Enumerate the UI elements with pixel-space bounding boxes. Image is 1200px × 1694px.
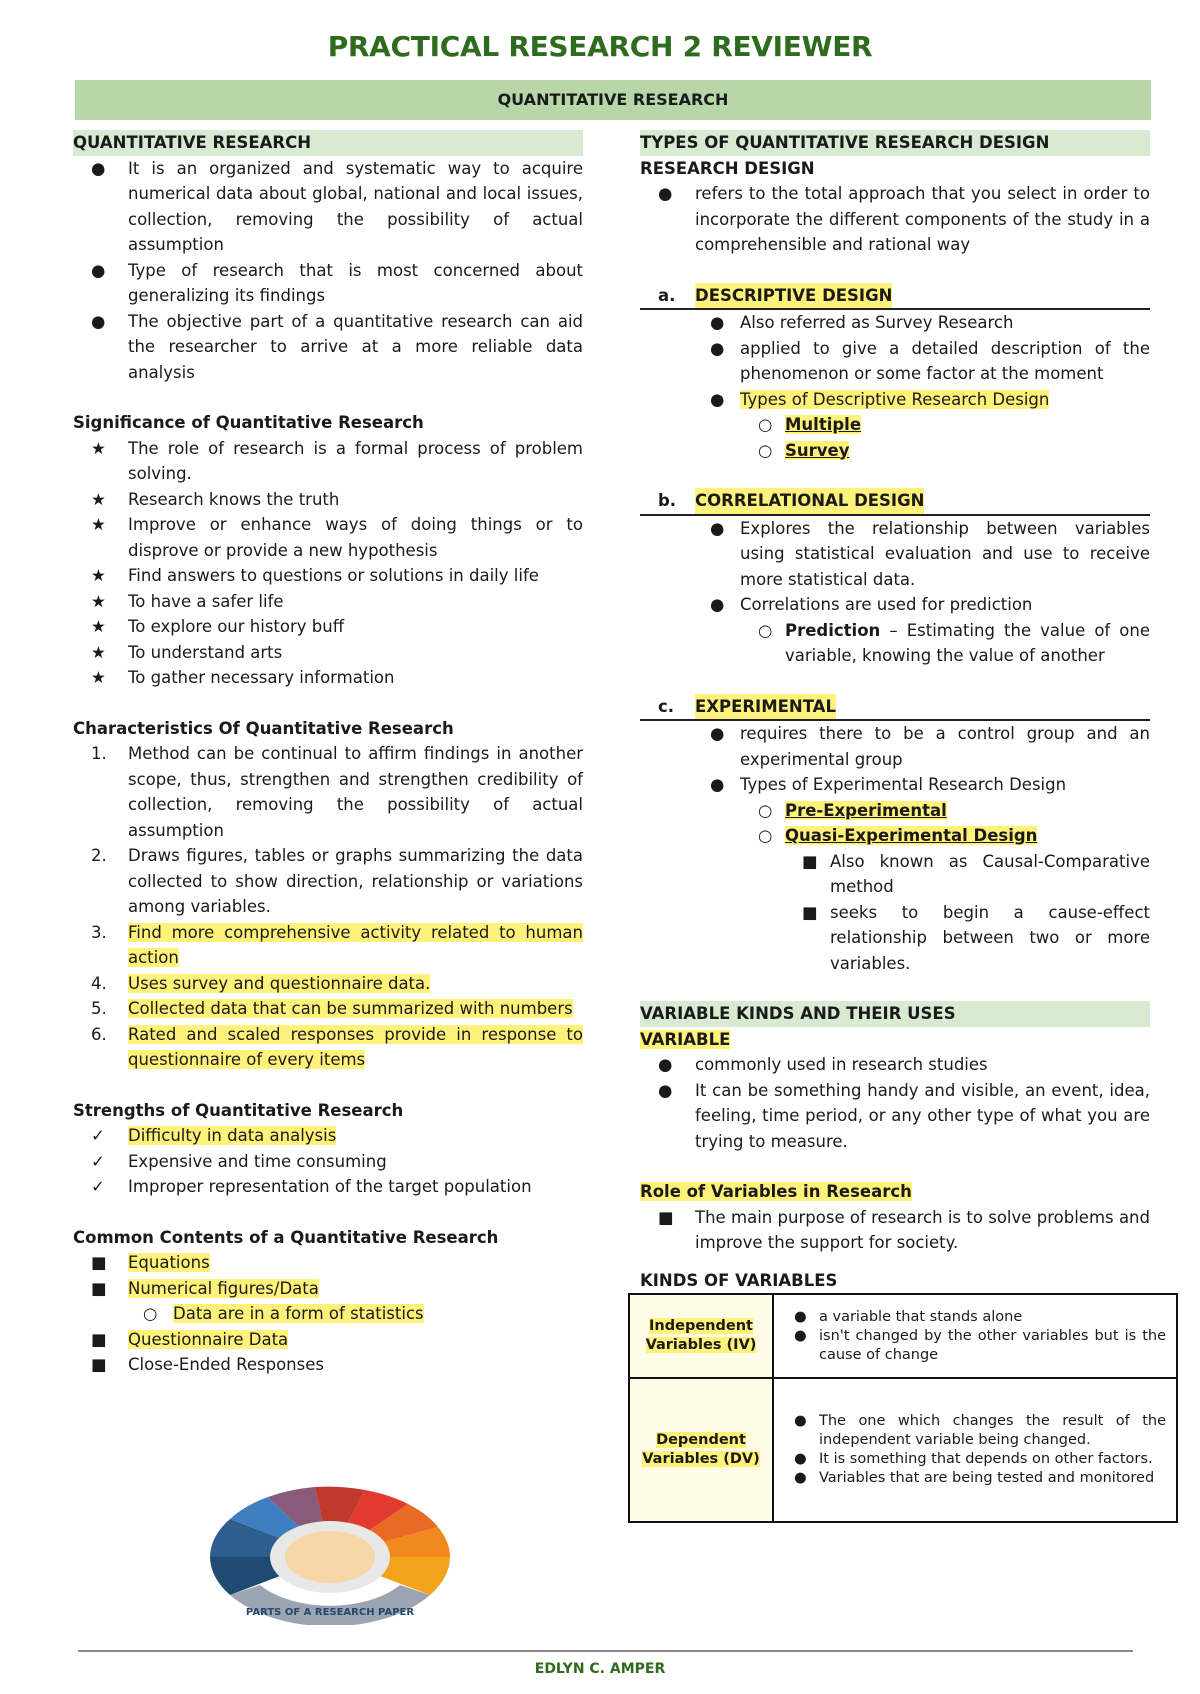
list-item: 2. Draws figures, tables or graphs summarizing the data collected to show direction, relationship or variations among variables.: [91, 846, 583, 916]
list-item: ● isn't changed by the other variables but is the cause of change: [794, 1327, 1166, 1363]
list-item: ★ Research knows the truth: [73, 487, 583, 513]
variable-kinds-heading: VARIABLE KINDS AND THEIR USES: [640, 1001, 1150, 1027]
list-item: ● requires there to be a control group and an experimental group: [710, 724, 1150, 769]
list-item: ○ Multiple: [758, 415, 862, 434]
list-item: ● Types of Experimental Research Design: [710, 775, 1067, 794]
list-item: ✓ Difficulty in data analysis: [73, 1123, 583, 1149]
types-heading: TYPES OF QUANTITATIVE RESEARCH DESIGN: [640, 130, 1150, 156]
iv-label: Independent Variables (IV): [629, 1294, 773, 1378]
contents-list: [73, 1250, 583, 1378]
star-icon: ★: [91, 566, 106, 585]
kinds-heading: KINDS OF VARIABLES: [640, 1270, 838, 1290]
experimental-heading: c. EXPERIMENTAL: [640, 694, 1150, 722]
iv-description: [773, 1294, 1177, 1378]
list-item: ● commonly used in research studies: [658, 1055, 988, 1074]
list-item: ● It is something that depends on other factors.: [794, 1451, 1153, 1467]
check-icon: ✓: [91, 1177, 105, 1196]
check-icon: ✓: [91, 1126, 105, 1145]
list-item: 3. Find more comprehensive activity related to human action: [91, 922, 583, 967]
list-item: ★ To understand arts: [73, 640, 583, 666]
check-icon: ✓: [91, 1151, 105, 1171]
role-list: [640, 1205, 1150, 1256]
descriptive-list: [640, 310, 1150, 463]
list-item: ● Variables that are being tested and monitored: [794, 1470, 1155, 1486]
strengths-heading: Strengths of Quantitative Research: [73, 1100, 404, 1120]
list-item: 5. Collected data that can be summarized with numbers: [91, 999, 573, 1018]
qr-heading: QUANTITATIVE RESEARCH: [73, 130, 583, 156]
list-item: ■ Close-Ended Responses: [91, 1355, 324, 1374]
list-item: ✓ Improper representation of the target population: [73, 1174, 583, 1200]
dv-description: [773, 1378, 1177, 1522]
star-icon: ★: [91, 642, 106, 662]
star-icon: ★: [91, 668, 106, 687]
research-design-heading: RESEARCH DESIGN: [640, 158, 815, 178]
characteristics-heading: Characteristics Of Quantitative Research: [73, 718, 454, 738]
list-item: ○ Survey: [758, 440, 850, 460]
star-icon: ★: [91, 489, 106, 509]
list-item: ○ Pre-Experimental: [758, 800, 947, 820]
research-design-list: [640, 181, 1150, 258]
list-item: ✓ Expensive and time consuming: [73, 1149, 583, 1175]
list-item: ● Types of Descriptive Research Design: [710, 389, 1050, 409]
list-item: ● refers to the total approach that you select in order to incorporate the different components of the study in a comprehensible and rational way: [658, 184, 1150, 254]
wheel-caption: PARTS OF A RESEARCH PAPER: [245, 1607, 415, 1618]
list-item: ● Explores the relationship between variables using statistical evaluation and use to receive more statistical data.: [710, 518, 1150, 589]
strengths-list: [73, 1123, 583, 1200]
list-item: ■ Also known as Causal-Comparative method: [802, 851, 1150, 896]
left-column: [73, 130, 583, 1378]
list-item: ■ Questionnaire Data: [91, 1329, 289, 1349]
star-icon: ★: [91, 591, 106, 611]
qr-list: [73, 156, 583, 386]
list-item: ● It can be something handy and visible, an event, idea, feeling, time period, or any other type of what you are trying to measure.: [658, 1080, 1150, 1151]
author-footer: EDLYN C. AMPER: [534, 1661, 666, 1677]
dv-label: Dependent Variables (DV): [629, 1378, 773, 1522]
list-item: ★ To explore our history buff: [73, 614, 583, 640]
experimental-list: [640, 721, 1150, 976]
list-item: 6. Rated and scaled responses provide in response to questionnaire of every items: [91, 1024, 583, 1069]
variable-list: [640, 1052, 1150, 1154]
list-item: ● applied to give a detailed description of the phenomenon or some factor at the moment: [710, 338, 1150, 383]
list-item: ■ seeks to begin a cause-effect relationship between two or more variables.: [802, 902, 1150, 973]
list-item: ● The one which changes the result of the independent variable being changed.: [794, 1413, 1166, 1448]
characteristics-list: [73, 741, 583, 1073]
role-heading: Role of Variables in Research: [640, 1182, 912, 1201]
list-item: ★ Find answers to questions or solutions in daily life: [73, 563, 583, 589]
list-item: ● The objective part of a quantitative research can aid the researcher to arrive at a more reliable data analysis: [91, 311, 583, 382]
list-item: 4. Uses survey and questionnaire data.: [91, 973, 431, 993]
significance-heading: Significance of Quantitative Research: [73, 413, 424, 432]
list-item: ● a variable that stands alone: [794, 1308, 1023, 1325]
list-item: ● It is an organized and systematic way to acquire numerical data about global, national and local issues, collection, removing the possibility of actual assumption: [91, 158, 583, 254]
correlational-design-heading: b. CORRELATIONAL DESIGN: [640, 488, 1150, 516]
list-item: ★ To gather necessary information: [73, 665, 583, 691]
descriptive-design-heading: a. DESCRIPTIVE DESIGN: [640, 283, 1150, 311]
list-item: ■ The main purpose of research is to solve problems and improve the support for society.: [658, 1207, 1150, 1252]
contents-heading: Common Contents of a Quantitative Research: [73, 1227, 499, 1247]
research-paper-parts-wheel: [200, 1475, 460, 1625]
star-icon: ★: [91, 617, 106, 636]
list-item: 1. Method can be continual to affirm findings in another scope, thus, strengthen and strengthen credibility of collection, removing the possibility of actual assumption: [91, 744, 583, 840]
page-title: PRACTICAL RESEARCH 2 REVIEWER: [327, 30, 873, 63]
correlational-list: [640, 516, 1150, 669]
footer-divider: [78, 1650, 1133, 1652]
list-item: ○ Data are in a form of statistics: [143, 1304, 424, 1323]
list-item: ■ Numerical figures/Data: [91, 1278, 319, 1298]
list-item: ● Correlations are used for prediction: [710, 595, 1033, 614]
list-item: ○ Prediction – Estimating the value of one variable, knowing the value of another: [758, 620, 1150, 665]
star-icon: ★: [91, 515, 106, 534]
list-item: ★ The role of research is a formal process of problem solving.: [73, 436, 583, 487]
variable-heading: VARIABLE: [640, 1029, 731, 1049]
star-icon: ★: [91, 438, 106, 458]
list-item: ■ Equations: [91, 1253, 210, 1272]
list-item: ★ Improve or enhance ways of doing things or to disprove or provide a new hypothesis: [73, 512, 583, 563]
list-item: ● Type of research that is most concerned about generalizing its findings: [91, 260, 583, 305]
list-item: ● Also referred as Survey Research: [710, 313, 1014, 332]
list-item: ★ To have a safer life: [73, 589, 583, 615]
table-row: [629, 1378, 1177, 1522]
section-banner: QUANTITATIVE RESEARCH: [75, 80, 1151, 120]
list-item: ○ Quasi-Experimental Design: [758, 826, 1038, 845]
right-column: [640, 130, 1166, 1523]
kinds-of-variables-table: [628, 1293, 1178, 1523]
significance-list: [73, 436, 583, 691]
table-row: [629, 1294, 1177, 1378]
